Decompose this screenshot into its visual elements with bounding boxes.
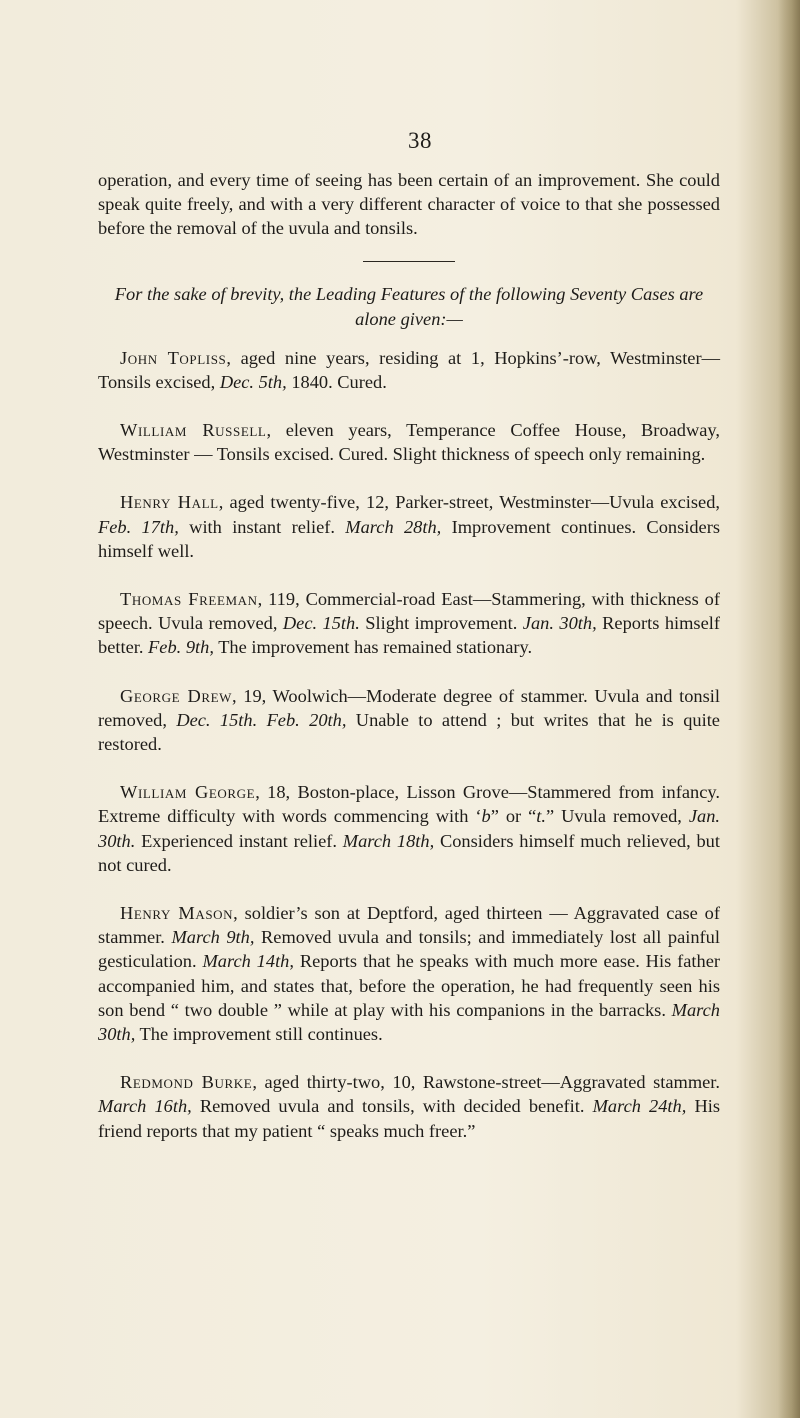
case-entry xyxy=(98,587,720,660)
patient-name: William George xyxy=(120,782,256,803)
page-number: 38 xyxy=(408,128,432,153)
date-text: Dec. 15th. xyxy=(176,709,258,730)
page-edge-shadow xyxy=(778,0,800,1418)
case-text: Experienced instant relief. xyxy=(135,830,343,851)
page-content xyxy=(98,168,720,1167)
case-text xyxy=(257,710,266,730)
case-text: , aged nine years, residing at 1, Hopkins’-row, Westminster—Tonsils excised, xyxy=(98,347,720,392)
date-text: March 16th, xyxy=(98,1096,192,1117)
date-text: Feb. 20th, xyxy=(266,709,347,730)
date-text: b xyxy=(481,806,491,827)
case-text: Slight improvement. xyxy=(359,613,523,634)
case-text: The improvement has remained stationary. xyxy=(213,637,533,658)
case-entry xyxy=(98,346,720,394)
date-text: Jan. 30th, xyxy=(522,613,597,634)
case-text: , 119, Commercial-road East—Stammering, with thickness of speech. Uvula removed, xyxy=(98,589,720,634)
date-text: Dec. 5th, xyxy=(219,371,287,392)
section-heading: For the sake of brevity, the Leading Features of the following Seventy Cases are alone given:— xyxy=(114,283,704,329)
case-text: , soldier’s son at Deptford, aged thirteen — Aggravated case of stammer. xyxy=(98,903,721,948)
section-divider xyxy=(363,261,455,262)
case-text: , 18, Boston-place, Lisson Grove—Stammered from infancy. Extreme difficulty with words commencing with ‘ xyxy=(98,782,720,827)
case-entry xyxy=(98,684,720,757)
case-list xyxy=(98,346,720,1143)
case-entry xyxy=(98,1070,720,1143)
date-text: Feb. 9th, xyxy=(148,637,214,658)
date-text: March 30th, xyxy=(98,999,720,1045)
date-text: March 14th, xyxy=(202,951,294,972)
date-text: March 9th, xyxy=(171,927,255,948)
intro-paragraph: operation, and every time of seeing has been certain of an improvement. She could speak quite freely, and with a very different character of voice to that she possessed before the removal of the uvula and tonsils. xyxy=(98,170,720,239)
date-text: t. xyxy=(536,806,546,827)
date-text: March 28th, xyxy=(345,516,442,537)
date-text: March 18th, xyxy=(342,830,435,851)
date-text: Feb. 17th, xyxy=(98,516,179,537)
case-text: , eleven years, Temperance Coffee House, Broadway, Westminster — Tonsils excised. Cured. Slight thickness of speech only remaining. xyxy=(98,420,720,465)
case-text: ” Uvula removed, xyxy=(545,806,689,827)
patient-name: John Topliss xyxy=(120,347,227,368)
case-text: Removed uvula and tonsils; and immediately lost all painful gesticulation. xyxy=(98,927,720,972)
case-text: ” or “ xyxy=(490,806,537,827)
case-text: with instant relief. xyxy=(178,516,346,537)
case-text: Reports himself better. xyxy=(98,613,720,658)
case-text: Improvement continues. Considers himself well. xyxy=(98,516,720,561)
patient-name: Thomas Freeman xyxy=(120,589,258,610)
case-entry xyxy=(98,780,720,877)
patient-name: Redmond Burke xyxy=(120,1072,253,1093)
case-text: , aged twenty-five, 12, Parker-street, Westminster—Uvula excised, xyxy=(218,492,721,513)
case-text: Considers himself much relieved, but not cured. xyxy=(98,830,720,875)
patient-name: William Russell xyxy=(120,420,267,441)
case-entry xyxy=(98,418,720,466)
case-text: His friend reports that my patient “ speaks much freer.” xyxy=(98,1096,720,1141)
patient-name: Henry Hall xyxy=(120,492,219,513)
case-text: Removed uvula and tonsils, with decided benefit. xyxy=(191,1096,593,1117)
date-text: Dec. 15th. xyxy=(282,613,360,634)
case-text: , aged thirty-two, 10, Rawstone-street—Aggravated stammer. xyxy=(252,1072,720,1093)
case-text: , 19, Woolwich—Moderate degree of stammer. Uvula and tonsil removed, xyxy=(98,685,720,730)
date-text: March 24th, xyxy=(592,1096,687,1117)
case-text: Unable to attend ; but writes that he is quite restored. xyxy=(98,709,720,755)
patient-name: Henry Mason xyxy=(120,903,234,924)
case-text: Reports that he speaks with much more ease. His father accompanied him, and states that, before the operation, he had frequently seen his son bend “ two double ” while at play with his companions in the barracks. xyxy=(98,951,720,1020)
patient-name: George Drew xyxy=(120,685,233,706)
case-text: 1840. Cured. xyxy=(286,371,387,392)
case-text: The improvement still continues. xyxy=(135,1024,383,1045)
case-entry xyxy=(98,490,720,563)
date-text: Jan. 30th. xyxy=(98,806,720,851)
case-entry xyxy=(98,901,720,1046)
